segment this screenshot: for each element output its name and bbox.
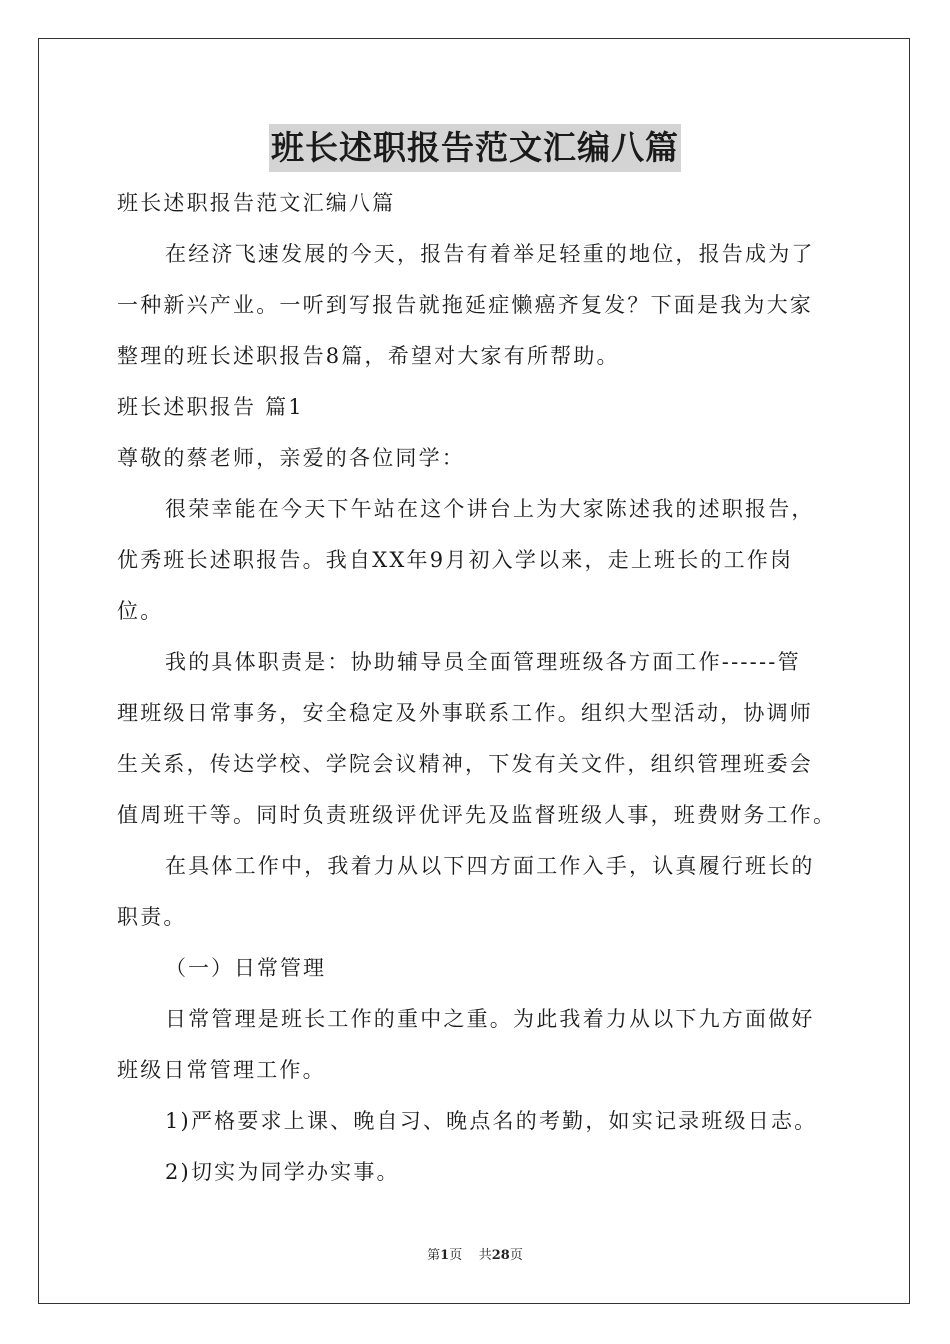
text-line: 值周班干等。同时负责班级评优评先及监督班级人事，班费财务工作。 (117, 803, 837, 827)
text-line: 1)严格要求上课、晚自习、晚点名的考勤，如实记录班级日志。 (165, 1109, 818, 1133)
text-line: 理班级日常事务，安全稳定及外事联系工作。组织大型活动，协调师 (117, 701, 813, 725)
text-line: 班长述职报告 篇1 (117, 395, 304, 419)
footer-prefix: 第 (427, 1248, 441, 1263)
text-line: 生关系，传达学校、学院会议精神，下发有关文件，组织管理班委会 (117, 752, 813, 776)
footer-total-prefix: 共 (478, 1248, 492, 1263)
text-line: 位。 (117, 599, 164, 623)
footer-total-pages: 28 (491, 1248, 510, 1263)
text-line: 一种新兴产业。一听到写报告就拖延症懒癌齐复发？下面是我为大家 (117, 293, 813, 317)
text-line: 在经济飞速发展的今天，报告有着举足轻重的地位，报告成为了 (165, 242, 815, 266)
text-line: 优秀班长述职报告。我自XX年9月初入学以来，走上班长的工作岗 (117, 548, 794, 572)
text-line: 我的具体职责是：协助辅导员全面管理班级各方面工作------管 (165, 650, 801, 674)
document-title: 班长述职报告范文汇编八篇 (269, 124, 681, 172)
paragraph-lines (117, 229, 837, 1198)
text-line: 班级日常管理工作。 (117, 1058, 326, 1082)
footer-total-suffix: 页 (509, 1248, 523, 1263)
footer-page-number: 1 (440, 1248, 450, 1263)
text-line: 2)切实为同学办实事。 (165, 1160, 400, 1184)
text-line: 在具体工作中，我着力从以下四方面工作入手，认真履行班长的 (165, 854, 815, 878)
title-container (0, 124, 950, 172)
document-subtitle: 班长述职报告范文汇编八篇 (117, 191, 396, 215)
document-body (117, 178, 837, 1198)
footer-page-suffix: 页 (449, 1248, 463, 1263)
text-line: 很荣幸能在今天下午站在这个讲台上为大家陈述我的述职报告， (165, 497, 815, 521)
text-line: 日常管理是班长工作的重中之重。为此我着力从以下九方面做好 (165, 1007, 815, 1031)
text-line: （一）日常管理 (165, 956, 326, 980)
text-line: 尊敬的蔡老师，亲爱的各位同学： (117, 446, 465, 470)
text-line: 整理的班长述职报告8篇，希望对大家有所帮助。 (117, 344, 620, 368)
text-line: 职责。 (117, 905, 187, 929)
page-footer (0, 1244, 950, 1263)
